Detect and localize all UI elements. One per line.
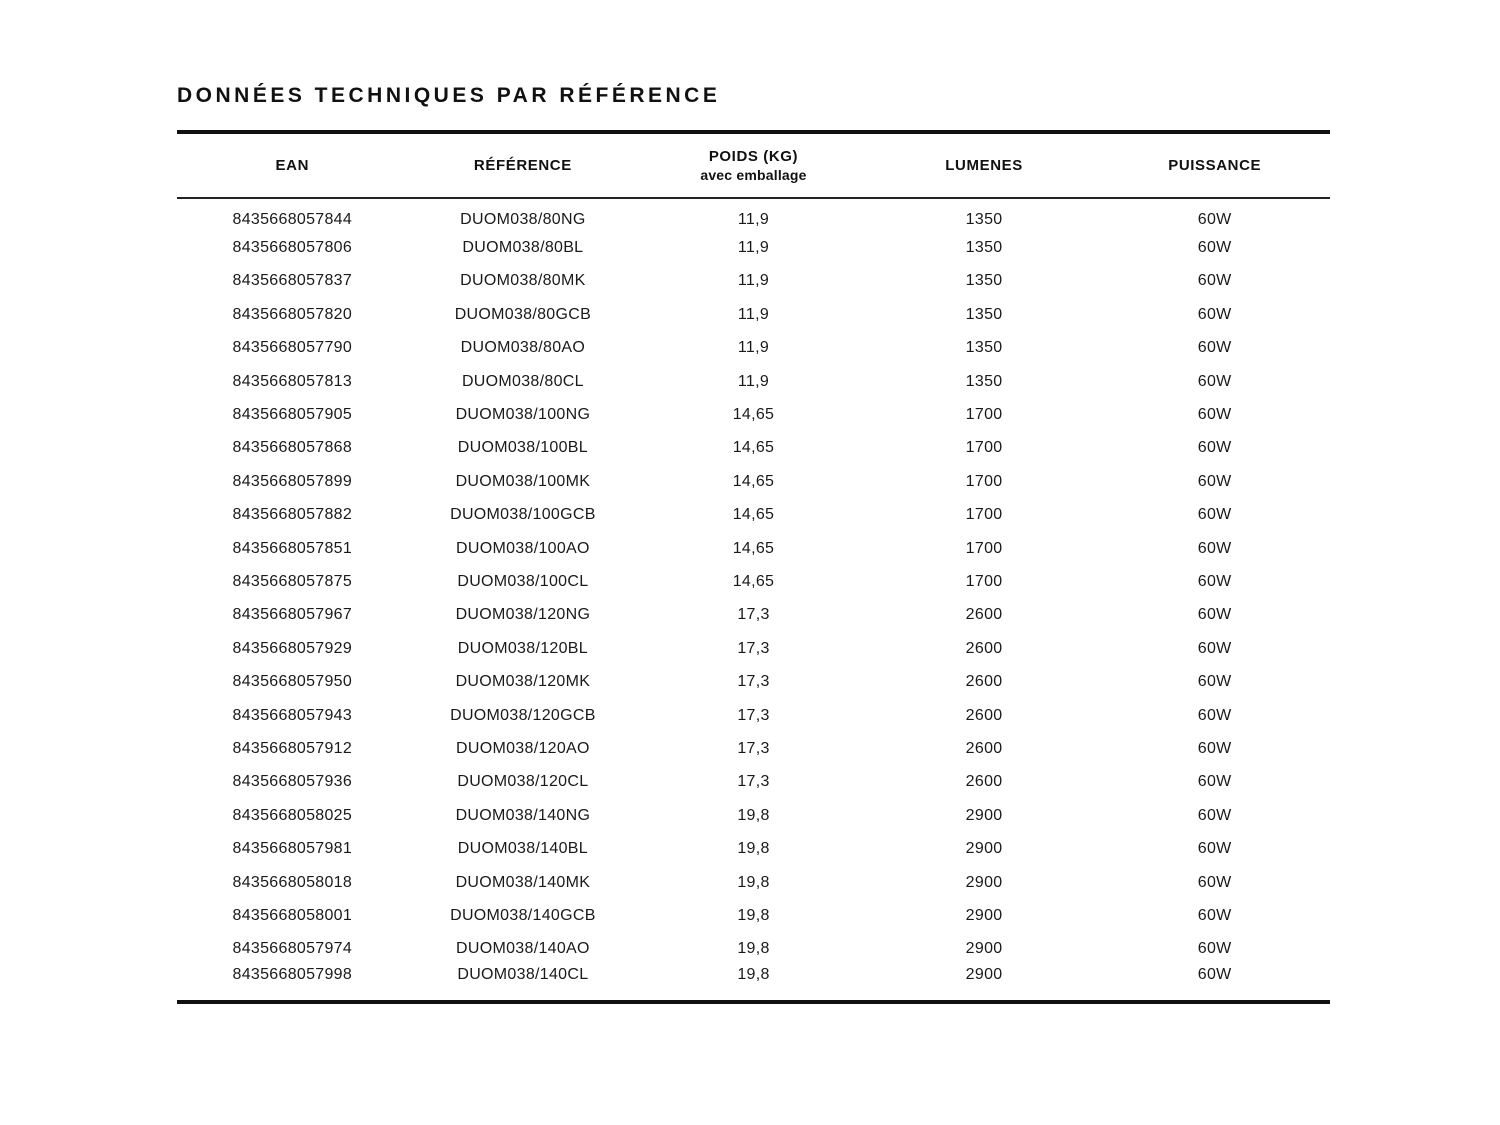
cell-puissance: 60W	[1197, 272, 1232, 290]
cell-puissance: 60W	[1197, 239, 1232, 257]
cell-ean: 8435668058018	[232, 873, 353, 891]
cell-poids: 19,8	[737, 873, 770, 891]
cell-ean: 8435668057974	[232, 940, 353, 958]
cell-reference: DUOM038/80AO	[460, 339, 586, 357]
table-row	[177, 899, 1330, 932]
table-row	[177, 732, 1330, 765]
cell-puissance: 60W	[1197, 873, 1232, 891]
table-row	[177, 398, 1330, 431]
cell-lumenes: 1350	[965, 211, 1003, 229]
cell-lumenes: 2900	[965, 940, 1003, 958]
table-row	[177, 432, 1330, 465]
cell-reference: DUOM038/140GCB	[450, 906, 596, 924]
cell-lumenes: 1700	[965, 572, 1003, 590]
cell-puissance: 60W	[1197, 572, 1232, 590]
table-row	[177, 699, 1330, 732]
cell-lumenes: 1700	[965, 539, 1003, 557]
cell-lumenes: 2900	[965, 873, 1003, 891]
table-row	[177, 766, 1330, 799]
cell-poids: 11,9	[737, 272, 770, 290]
cell-poids: 19,8	[737, 840, 770, 858]
cell-lumenes: 2600	[965, 773, 1003, 791]
cell-lumenes: 1350	[965, 305, 1003, 323]
cell-reference: DUOM038/80GCB	[454, 305, 592, 323]
cell-ean: 8435668057981	[232, 840, 353, 858]
cell-lumenes: 2900	[965, 906, 1003, 924]
cell-lumenes: 1350	[965, 272, 1003, 290]
cell-ean: 8435668057806	[232, 239, 353, 257]
cell-lumenes: 2900	[965, 965, 1003, 983]
cell-reference: DUOM038/100NG	[455, 406, 591, 424]
cell-puissance: 60W	[1197, 639, 1232, 657]
cell-ean: 8435668057967	[232, 606, 353, 624]
table-row	[177, 499, 1330, 532]
cell-lumenes: 2600	[965, 606, 1003, 624]
cell-reference: DUOM038/140CL	[457, 965, 589, 983]
column-header-lumenes	[869, 132, 1100, 198]
cell-reference: DUOM038/140MK	[455, 873, 591, 891]
cell-puissance: 60W	[1197, 906, 1232, 924]
table-row	[177, 298, 1330, 331]
cell-poids: 17,3	[737, 773, 770, 791]
cell-ean: 8435668057875	[232, 572, 353, 590]
cell-poids: 17,3	[737, 706, 770, 724]
table-row	[177, 198, 1330, 231]
column-header-ean	[177, 132, 408, 198]
cell-ean: 8435668058025	[232, 806, 353, 824]
cell-puissance: 60W	[1197, 739, 1232, 757]
cell-lumenes: 1700	[965, 472, 1003, 490]
cell-poids: 17,3	[737, 739, 770, 757]
page-title: DONNÉES TECHNIQUES PAR RÉFÉRENCE	[177, 84, 721, 107]
table-header-row	[177, 132, 1330, 198]
cell-ean: 8435668057813	[232, 372, 353, 390]
cell-reference: DUOM038/140NG	[455, 806, 591, 824]
column-header-label: PUISSANCE	[1168, 157, 1262, 174]
cell-puissance: 60W	[1197, 940, 1232, 958]
cell-reference: DUOM038/120NG	[455, 606, 591, 624]
cell-ean: 8435668057929	[232, 639, 353, 657]
cell-puissance: 60W	[1197, 840, 1232, 858]
cell-poids: 19,8	[737, 806, 770, 824]
cell-ean: 8435668057844	[232, 211, 353, 229]
table-row	[177, 866, 1330, 899]
cell-poids: 11,9	[737, 211, 770, 229]
cell-poids: 14,65	[732, 572, 775, 590]
cell-lumenes: 1700	[965, 439, 1003, 457]
cell-ean: 8435668057790	[232, 339, 353, 357]
column-header-poids	[638, 132, 869, 198]
table-row	[177, 265, 1330, 298]
cell-ean: 8435668057868	[232, 439, 353, 457]
cell-ean: 8435668057912	[232, 739, 353, 757]
cell-reference: DUOM038/100AO	[456, 539, 590, 557]
cell-poids: 14,65	[732, 406, 775, 424]
column-header-sublabel: avec emballage	[700, 167, 807, 183]
cell-ean: 8435668057950	[232, 673, 353, 691]
cell-reference: DUOM038/120CL	[457, 773, 589, 791]
table-row	[177, 599, 1330, 632]
cell-poids: 17,3	[737, 639, 770, 657]
table-body	[177, 198, 1330, 1002]
cell-lumenes: 2600	[965, 639, 1003, 657]
cell-lumenes: 2600	[965, 706, 1003, 724]
table-row	[177, 365, 1330, 398]
cell-ean: 8435668057998	[232, 965, 353, 983]
cell-poids: 11,9	[737, 239, 770, 257]
cell-reference: DUOM038/100CL	[457, 572, 589, 590]
cell-reference: DUOM038/80NG	[460, 211, 586, 229]
cell-puissance: 60W	[1197, 706, 1232, 724]
cell-reference: DUOM038/140AO	[456, 940, 590, 958]
column-header-label: RÉFÉRENCE	[473, 157, 572, 174]
table-row	[177, 799, 1330, 832]
cell-puissance: 60W	[1197, 606, 1232, 624]
cell-reference: DUOM038/120GCB	[450, 706, 596, 724]
cell-poids: 19,8	[737, 906, 770, 924]
table-row	[177, 966, 1330, 1002]
table-row	[177, 933, 1330, 966]
cell-ean: 8435668058001	[232, 906, 353, 924]
cell-puissance: 60W	[1197, 211, 1232, 229]
cell-ean: 8435668057882	[232, 506, 353, 524]
table-row	[177, 332, 1330, 365]
cell-reference: DUOM038/80MK	[460, 272, 586, 290]
cell-poids: 11,9	[737, 372, 770, 390]
table-row	[177, 565, 1330, 598]
cell-puissance: 60W	[1197, 506, 1232, 524]
cell-lumenes: 1700	[965, 506, 1003, 524]
column-header-reference	[408, 132, 639, 198]
cell-reference: DUOM038/120AO	[456, 739, 590, 757]
cell-poids: 19,8	[737, 965, 770, 983]
cell-poids: 14,65	[732, 539, 775, 557]
column-header-label: POIDS (KG)	[708, 148, 799, 165]
cell-lumenes: 1350	[965, 372, 1003, 390]
cell-puissance: 60W	[1197, 539, 1232, 557]
cell-reference: DUOM038/100BL	[457, 439, 588, 457]
cell-reference: DUOM038/80CL	[461, 372, 584, 390]
column-header-label: LUMENES	[945, 157, 1023, 174]
cell-puissance: 60W	[1197, 673, 1232, 691]
cell-poids: 11,9	[737, 305, 770, 323]
cell-ean: 8435668057936	[232, 773, 353, 791]
cell-puissance: 60W	[1197, 806, 1232, 824]
table-row	[177, 632, 1330, 665]
cell-ean: 8435668057905	[232, 406, 353, 424]
cell-reference: DUOM038/120BL	[457, 639, 588, 657]
cell-reference: DUOM038/80BL	[462, 239, 584, 257]
cell-poids: 14,65	[732, 506, 775, 524]
cell-lumenes: 2900	[965, 806, 1003, 824]
cell-lumenes: 1700	[965, 406, 1003, 424]
table-header	[177, 132, 1330, 198]
column-header-label: EAN	[275, 157, 310, 174]
cell-puissance: 60W	[1197, 372, 1232, 390]
cell-lumenes: 2600	[965, 673, 1003, 691]
table-row	[177, 465, 1330, 498]
cell-ean: 8435668057943	[232, 706, 353, 724]
cell-puissance: 60W	[1197, 773, 1232, 791]
cell-puissance: 60W	[1197, 339, 1232, 357]
cell-lumenes: 1350	[965, 239, 1003, 257]
cell-poids: 17,3	[737, 606, 770, 624]
cell-puissance: 60W	[1197, 305, 1232, 323]
cell-poids: 19,8	[737, 940, 770, 958]
cell-lumenes: 2600	[965, 739, 1003, 757]
technical-data-table	[177, 130, 1330, 1004]
cell-ean: 8435668057820	[232, 305, 353, 323]
cell-puissance: 60W	[1197, 472, 1232, 490]
cell-reference: DUOM038/100GCB	[450, 506, 596, 524]
cell-lumenes: 1350	[965, 339, 1003, 357]
table-row	[177, 231, 1330, 264]
cell-puissance: 60W	[1197, 439, 1232, 457]
cell-poids: 11,9	[737, 339, 770, 357]
cell-puissance: 60W	[1197, 965, 1232, 983]
cell-ean: 8435668057837	[232, 272, 353, 290]
cell-ean: 8435668057851	[232, 539, 353, 557]
cell-poids: 14,65	[732, 439, 775, 457]
table-row	[177, 832, 1330, 865]
cell-reference: DUOM038/100MK	[455, 472, 591, 490]
cell-poids: 17,3	[737, 673, 770, 691]
cell-lumenes: 2900	[965, 840, 1003, 858]
cell-puissance: 60W	[1197, 406, 1232, 424]
cell-reference: DUOM038/140BL	[457, 840, 588, 858]
cell-poids: 14,65	[732, 472, 775, 490]
cell-ean: 8435668057899	[232, 472, 353, 490]
table-row	[177, 532, 1330, 565]
cell-reference: DUOM038/120MK	[455, 673, 591, 691]
column-header-puissance	[1099, 132, 1330, 198]
table-row	[177, 665, 1330, 698]
